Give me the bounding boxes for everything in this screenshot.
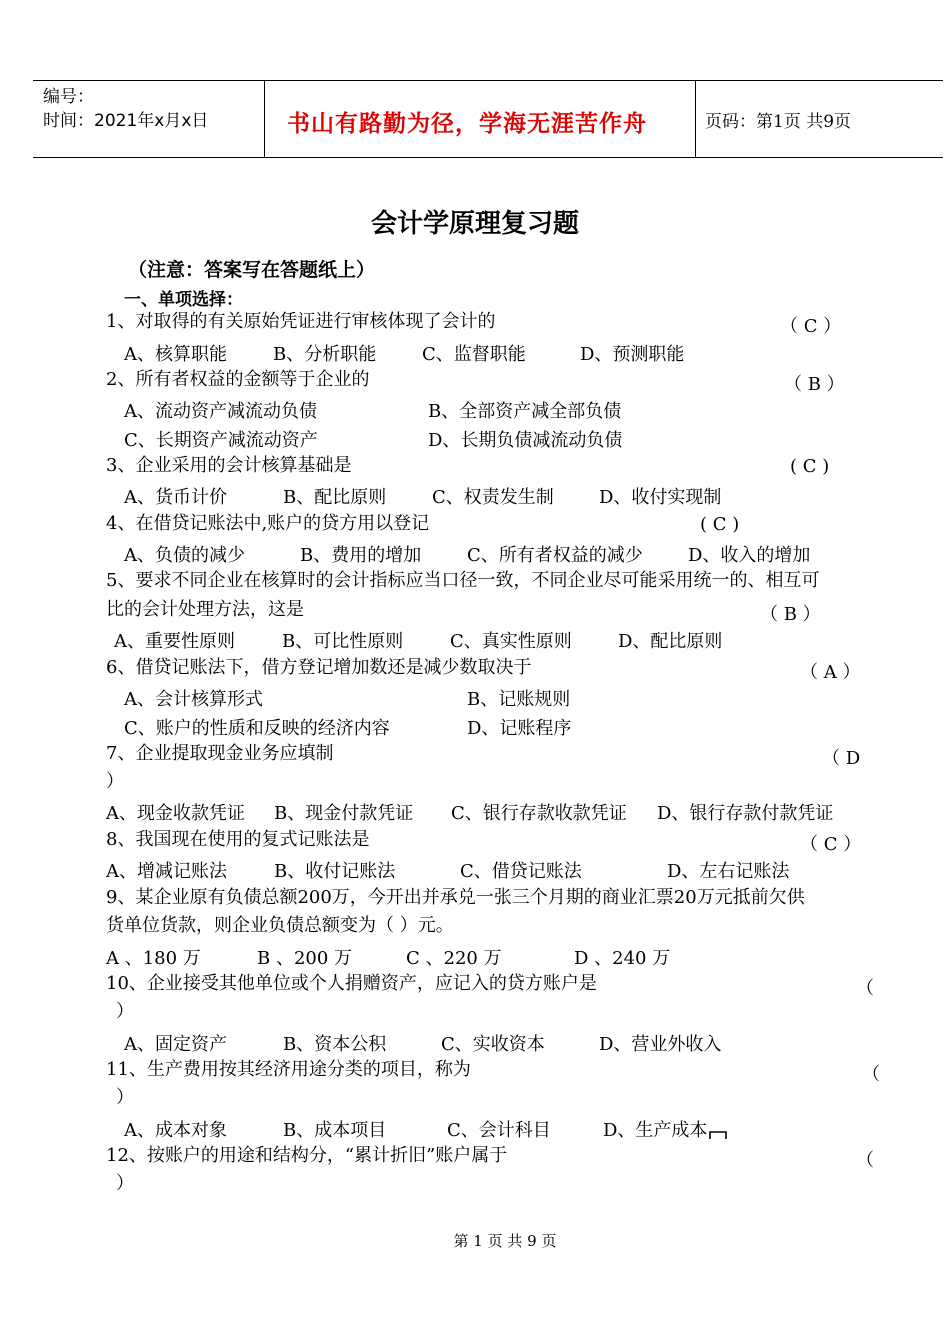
question-text: 5、要求不同企业在核算时的会计指标应当口径一致，不同企业尽可能采用统一的、相互可: [106, 570, 820, 591]
option: A、核算职能: [124, 344, 227, 365]
answer-slot: （ D: [822, 748, 861, 769]
option: B、资本公积: [283, 1034, 387, 1055]
document-header: [33, 80, 943, 158]
question-text-continued: 比的会计处理方法，这是: [106, 599, 304, 620]
answer-slot: （ C ）: [780, 316, 842, 337]
option: C、账户的性质和反映的经济内容: [124, 718, 390, 739]
option: D、预测职能: [580, 344, 685, 365]
option: D、收入的增加: [688, 545, 811, 566]
option: C、实收资本: [441, 1034, 545, 1055]
question-text: 7、企业提取现金业务应填制: [106, 743, 334, 764]
answer-slot-close: ）: [106, 771, 124, 792]
option: D 、240 万: [574, 948, 671, 969]
page-title: 会计学原理复习题: [370, 209, 579, 239]
option: D、记账程序: [467, 718, 572, 739]
option: C、所有者权益的减少: [467, 545, 643, 566]
answer-slot: （: [856, 1150, 874, 1171]
header-motto: 书山有路勤为径，学海无涯苦作舟: [287, 110, 647, 137]
option: D、左右记账法: [667, 861, 790, 882]
option: D、银行存款付款凭证: [657, 803, 834, 824]
page-footer: 第 1 页 共 9 页: [453, 1232, 557, 1250]
header-divider: [695, 81, 696, 157]
header-page-number: 页码：第1页 共9页: [705, 112, 852, 132]
answer-slot: （: [856, 978, 874, 999]
option: C、真实性原则: [450, 631, 572, 652]
question-text: 8、我国现在使用的复式记账法是: [106, 829, 370, 850]
option: B、配比原则: [283, 487, 387, 508]
answer-slot-close: ）: [116, 1087, 134, 1108]
answer-slot: （ B ）: [760, 604, 821, 625]
option: B、现金付款凭证: [274, 803, 414, 824]
option: C、权责发生制: [432, 487, 554, 508]
question-text: 4、在借贷记账法中,账户的贷方用以登记: [106, 513, 430, 534]
option: C、监督职能: [422, 344, 526, 365]
option: C、会计科目: [447, 1120, 551, 1141]
option: D、营业外收入: [599, 1034, 722, 1055]
option: B、可比性原则: [282, 631, 404, 652]
section-heading: 一、单项选择：: [124, 290, 243, 310]
option: A、重要性原则: [114, 631, 235, 652]
question-text: 2、所有者权益的金额等于企业的: [106, 369, 370, 390]
option: B、成本项目: [283, 1120, 387, 1141]
question-text: 6、借贷记账法下，借方登记增加数还是减少数取决于: [106, 657, 532, 678]
time-label: 时间：2021年x月x日: [43, 111, 209, 131]
question-text: 11、生产费用按其经济用途分类的项目，称为: [106, 1059, 471, 1080]
question-text: 9、某企业原有负债总额200万，今开出并承兑一张三个月期的商业汇票20万元抵前欠供: [106, 887, 805, 908]
option: A、流动资产减流动负债: [124, 401, 317, 422]
option: B、全部资产减全部负债: [428, 401, 622, 422]
option: A、货币计价: [124, 487, 227, 508]
option: D、长期负债减流动负债: [428, 430, 623, 451]
option: D、生产成本: [603, 1120, 708, 1141]
option: A、固定资产: [124, 1034, 227, 1055]
option: B、费用的增加: [300, 545, 422, 566]
answer-slot: （: [862, 1064, 880, 1085]
option: A、负债的减少: [124, 545, 245, 566]
option: B、分析职能: [273, 344, 377, 365]
serial-label: 编号：: [43, 87, 94, 107]
option: C、借贷记账法: [460, 861, 582, 882]
question-text: 10、企业接受其他单位或个人捐赠资产，应记入的贷方账户是: [106, 973, 597, 994]
question-text-continued: 货单位货款，则企业负债总额变为（ ）元。: [106, 915, 454, 936]
answer-slot: （ C ）: [800, 834, 862, 855]
option: D、配比原则: [618, 631, 723, 652]
option: C、银行存款收款凭证: [451, 803, 627, 824]
answer-slot: ( C ): [700, 514, 740, 535]
question-text: 3、企业采用的会计核算基础是: [106, 455, 352, 476]
answer-slot-close: ）: [116, 1001, 134, 1022]
question-text: 1、对取得的有关原始凭证进行审核体现了会计的: [106, 311, 496, 332]
option: A、现金收款凭证: [106, 803, 245, 824]
option: B 、200 万: [257, 948, 353, 969]
answer-slot: （ B ）: [784, 374, 845, 395]
option: C、长期资产减流动资产: [124, 430, 318, 451]
cursor-mark-icon: [708, 1128, 728, 1140]
answer-note: （注意：答案写在答题纸上）: [128, 259, 376, 281]
header-meta: [43, 85, 208, 133]
option: A、会计核算形式: [124, 689, 263, 710]
option: B、记账规则: [467, 689, 571, 710]
option: A、增减记账法: [106, 861, 227, 882]
option: C 、220 万: [406, 948, 502, 969]
option: D、收付实现制: [599, 487, 722, 508]
answer-slot: ( C ): [790, 456, 830, 477]
option: A 、180 万: [106, 948, 201, 969]
option: B、收付记账法: [274, 861, 396, 882]
option: A、成本对象: [124, 1120, 227, 1141]
header-divider: [264, 81, 265, 157]
answer-slot: （ A ）: [800, 662, 861, 683]
answer-slot-close: ）: [116, 1173, 134, 1194]
question-text: 12、按账户的用途和结构分，“累计折旧”账户属于: [106, 1145, 508, 1166]
